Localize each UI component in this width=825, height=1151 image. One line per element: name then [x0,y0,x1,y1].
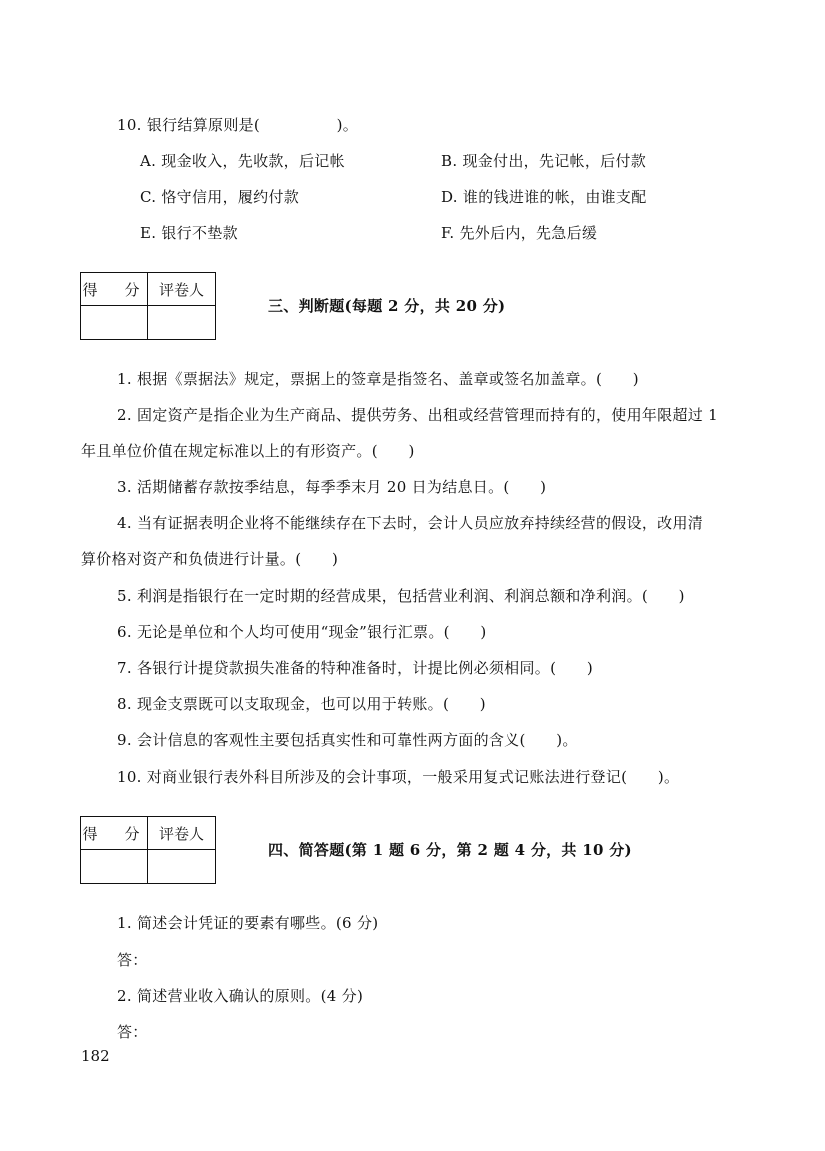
s3-line-2a: 2. 固定资产是指企业为生产商品、提供劳务、出租或经营管理而持有的，使用年限超过 1 [117,406,718,424]
section4-title: 四、简答题(第 1 题 6 分，第 2 题 4 分，共 10 分) [268,841,632,859]
q10-option-a: A. 现金收入，先收款，后记帐 [140,152,345,170]
s3-line-4b: 算价格对资产和负债进行计量。( ) [81,550,339,568]
s3-line-3: 3. 活期储蓄存款按季结息，每季季末月 20 日为结息日。( ) [117,478,547,496]
q10-option-b: B. 现金付出，先记帐，后付款 [441,152,647,170]
s3-line-8: 8. 现金支票既可以支取现金，也可以用于转账。( ) [117,695,486,713]
q10-option-e: E. 银行不垫款 [140,224,238,242]
s3-line-7: 7. 各银行计提贷款损失准备的特种准备时，计提比例必须相同。( ) [117,659,593,677]
q10-option-d: D. 谁的钱进谁的帐，由谁支配 [441,188,647,206]
section3-title: 三、判断题(每题 2 分，共 20 分) [268,297,506,315]
q10-option-f: F. 先外后内，先急后缓 [441,224,598,242]
grader-label: 评卷人 [158,281,204,299]
s4-answer-2: 答： [117,1023,148,1041]
q10-option-c: C. 恪守信用，履约付款 [140,188,300,206]
s3-line-2b: 年且单位价值在规定标准以上的有形资产。( ) [81,442,415,460]
page-number: 182 [81,1047,110,1065]
s3-line-1: 1. 根据《票据法》规定，票据上的签章是指签名、盖章或签名加盖章。( ) [117,370,639,388]
s3-line-5: 5. 利润是指银行在一定时期的经营成果，包括营业利润、利润总额和净利润。( ) [117,587,685,605]
score-table-section4 [80,816,216,884]
s4-answer-1: 答： [117,951,148,969]
s3-line-10: 10. 对商业银行表外科目所涉及的会计事项，一般采用复式记账法进行登记( )。 [117,768,680,786]
s4-question-2: 2. 简述营业收入确认的原则。(4 分) [117,987,364,1005]
score-label: 得 分 [82,825,146,843]
s3-line-4a: 4. 当有证据表明企业将不能继续存在下去时，会计人员应放弃持续经营的假设，改用清 [117,514,704,532]
grader-label: 评卷人 [158,825,204,843]
score-table-section3 [80,272,216,340]
s4-question-1: 1. 简述会计凭证的要素有哪些。(6 分) [117,914,379,932]
score-label: 得 分 [82,281,146,299]
s3-line-9: 9. 会计信息的客观性主要包括真实性和可靠性两方面的含义( )。 [117,731,578,749]
q10-stem: 10. 银行结算原则是( )。 [117,116,359,134]
s3-line-6: 6. 无论是单位和个人均可使用“现金”银行汇票。( ) [117,623,487,641]
